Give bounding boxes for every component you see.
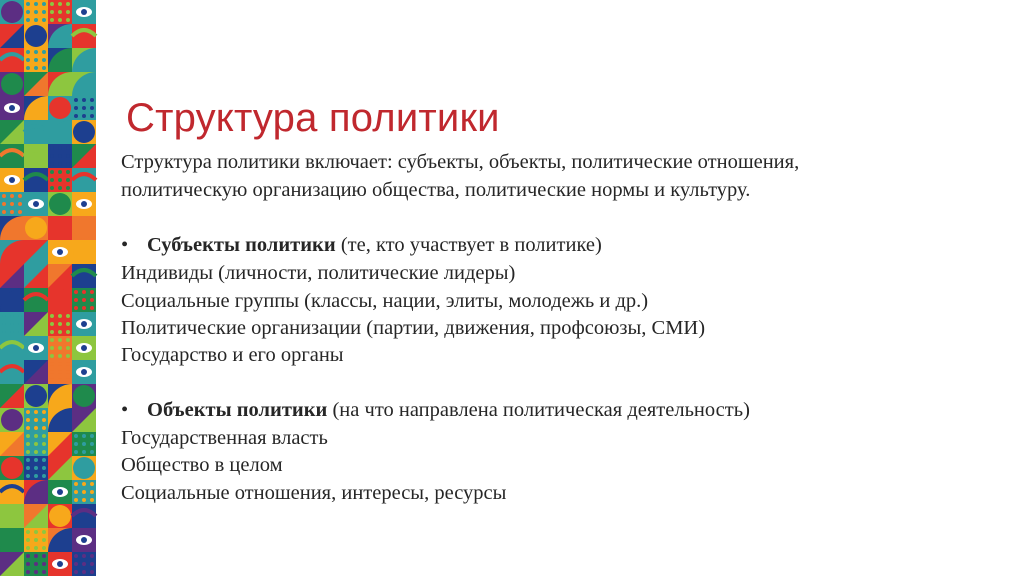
pattern-dot [42,410,46,414]
pattern-dot [18,330,22,334]
pattern-tile [72,504,96,528]
pattern-dot [42,426,46,430]
pattern-dot [50,10,54,14]
pattern-eye-pupil [57,561,63,567]
pattern-dot [66,378,70,382]
pattern-eye-pupil [81,369,87,375]
pattern-dot [34,546,38,550]
pattern-dot [26,450,30,454]
pattern-dot [82,298,86,302]
pattern-dot [42,66,46,70]
pattern-dot [66,370,70,374]
pattern-dot [34,2,38,6]
pattern-dot [58,154,62,158]
pattern-dot [10,210,14,214]
pattern-dot [74,98,78,102]
pattern-dot [74,442,78,446]
pattern-dot [74,290,78,294]
pattern-dot [82,482,86,486]
pattern-dot [42,466,46,470]
pattern-dot [74,434,78,438]
pattern-dot [50,2,54,6]
pattern-dot [26,474,30,478]
pattern-circle [49,193,71,215]
list-item: Политические организации (партии, движения, профсоюзы, СМИ) [121,317,706,339]
pattern-dot [34,18,38,22]
slide-title: Структура политики [126,96,500,140]
pattern-dot [26,418,30,422]
pattern-dot [82,434,86,438]
pattern-dot [34,426,38,430]
pattern-dot [10,330,14,334]
pattern-dot [26,546,30,550]
bullet-heading-subjects [121,231,602,259]
pattern-dot [74,490,78,494]
heading-objects: Объекты политики [147,399,328,421]
pattern-eye-pupil [81,345,87,351]
list-item: Социальные отношения, интересы, ресурсы [121,482,507,504]
pattern-circle [49,505,71,527]
decorative-pattern-strip [0,0,98,576]
pattern-dot [34,562,38,566]
pattern-dot [58,146,62,150]
pattern-dot [74,554,78,558]
pattern-dot [58,362,62,366]
pattern-dot [18,194,22,198]
pattern-dot [66,10,70,14]
intro-line-1: Структура политики включает: субъекты, объекты, политические отношения, [121,151,800,173]
pattern-tile [24,144,48,168]
pattern-dot [50,226,54,230]
pattern-dot [26,458,30,462]
pattern-dot [74,562,78,566]
pattern-dot [58,218,62,222]
pattern-dot [18,210,22,214]
pattern-dot [26,58,30,62]
pattern-dot [42,18,46,22]
pattern-circle [73,385,95,407]
pattern-eye-pupil [9,105,15,111]
pattern-dot [34,466,38,470]
pattern-dot [58,370,62,374]
pattern-dot [10,314,14,318]
pattern-dot [2,210,6,214]
pattern-circle [73,241,95,263]
pattern-circle [25,385,47,407]
pattern-eye-pupil [57,489,63,495]
pattern-dot [34,10,38,14]
pattern-dot [90,562,94,566]
heading-subjects: Субъекты политики [147,234,336,256]
pattern-dot [66,354,70,358]
pattern-dot [74,298,78,302]
pattern-dot [90,98,94,102]
pattern-tile [72,24,96,48]
pattern-dot [58,10,62,14]
pattern-dot [42,554,46,558]
pattern-tile [24,288,48,312]
pattern-tile [24,120,48,144]
pattern-dot [82,490,86,494]
pattern-dot [90,570,94,574]
pattern-dot [90,554,94,558]
pattern-dot [10,202,14,206]
pattern-dot [90,298,94,302]
pattern-dot [42,434,46,438]
pattern-dot [66,170,70,174]
pattern-dot [50,234,54,238]
pattern-dot [58,162,62,166]
pattern-graphic [0,0,98,576]
pattern-dot [18,202,22,206]
pattern-circle [1,73,23,95]
pattern-dot [10,322,14,326]
pattern-tile [24,168,48,192]
pattern-dot [26,18,30,22]
pattern-dot [90,450,94,454]
pattern-dot [82,562,86,566]
pattern-tile [72,168,96,192]
heading-objects-note: (на что направлена политическая деятельность) [327,399,750,421]
pattern-dot [82,98,86,102]
pattern-dot [42,58,46,62]
pattern-dot [74,114,78,118]
pattern-dot [34,474,38,478]
pattern-dot [58,322,62,326]
pattern-dot [66,146,70,150]
pattern-dot [2,314,6,318]
pattern-dot [26,530,30,534]
pattern-dot [42,530,46,534]
list-item: Государственная власть [121,427,328,449]
pattern-dot [26,538,30,542]
pattern-dot [42,562,46,566]
pattern-dot [34,434,38,438]
pattern-dot [82,554,86,558]
pattern-dot [34,418,38,422]
pattern-dot [42,2,46,6]
pattern-dot [50,170,54,174]
pattern-dot [66,338,70,342]
pattern-dot [42,10,46,14]
pattern-dot [2,202,6,206]
pattern-dot [34,570,38,574]
pattern-dot [58,338,62,342]
pattern-dot [66,226,70,230]
pattern-dot [82,498,86,502]
pattern-dot [74,498,78,502]
pattern-dot [82,450,86,454]
pattern-eye-pupil [81,321,87,327]
pattern-dot [58,226,62,230]
heading-subjects-note: (те, кто участвует в политике) [335,234,602,256]
pattern-dot [58,378,62,382]
pattern-dot [34,538,38,542]
pattern-dot [50,362,54,366]
pattern-dot [66,234,70,238]
pattern-dot [58,330,62,334]
pattern-dot [34,458,38,462]
bullet-icon: • [121,234,129,256]
pattern-dot [58,18,62,22]
pattern-circle [73,121,95,143]
pattern-dot [26,50,30,54]
pattern-eye-pupil [57,249,63,255]
pattern-dot [82,106,86,110]
pattern-circle [73,457,95,479]
pattern-dot [66,314,70,318]
pattern-circle [25,217,47,239]
pattern-dot [50,322,54,326]
intro-line-2: политическую организацию общества, политические нормы и культуру. [121,179,751,201]
pattern-dot [2,330,6,334]
pattern-eye-pupil [9,177,15,183]
pattern-circle [73,217,95,239]
pattern-dot [34,442,38,446]
pattern-dot [90,442,94,446]
pattern-dot [26,434,30,438]
pattern-dot [74,482,78,486]
pattern-tile [0,480,24,504]
pattern-dot [66,154,70,158]
pattern-dot [66,362,70,366]
pattern-dot [18,314,22,318]
pattern-dot [74,306,78,310]
pattern-dot [50,354,54,358]
pattern-dot [42,538,46,542]
pattern-tile [0,48,24,72]
pattern-dot [82,306,86,310]
pattern-dot [2,194,6,198]
pattern-tile [0,360,24,384]
pattern-dot [58,354,62,358]
pattern-dot [42,418,46,422]
list-item: Общество в целом [121,454,283,476]
pattern-dot [50,338,54,342]
pattern-dot [66,162,70,166]
pattern-dot [90,498,94,502]
pattern-dot [34,66,38,70]
pattern-dot [50,218,54,222]
pattern-dot [58,186,62,190]
pattern-dot [42,450,46,454]
bullet-heading-objects [121,396,750,424]
pattern-eye-pupil [81,201,87,207]
pattern-circle [49,97,71,119]
pattern-circle [25,25,47,47]
pattern-dot [66,322,70,326]
pattern-dot [66,186,70,190]
pattern-dot [42,458,46,462]
pattern-dot [50,330,54,334]
pattern-tile [0,336,24,360]
pattern-dot [66,218,70,222]
pattern-dot [90,482,94,486]
pattern-dot [82,290,86,294]
pattern-dot [90,490,94,494]
pattern-eye-pupil [33,345,39,351]
pattern-dot [26,2,30,6]
pattern-dot [74,106,78,110]
pattern-eye-pupil [81,537,87,543]
pattern-tile [72,264,96,288]
pattern-eye-pupil [81,9,87,15]
list-item: Социальные группы (классы, нации, элиты, молодежь и др.) [121,290,649,312]
pattern-dot [50,378,54,382]
pattern-dot [50,162,54,166]
pattern-dot [26,466,30,470]
pattern-dot [90,114,94,118]
pattern-dot [34,58,38,62]
pattern-dot [74,570,78,574]
pattern-dot [42,442,46,446]
pattern-dot [50,346,54,350]
pattern-dot [26,410,30,414]
pattern-dot [66,178,70,182]
pattern-dot [82,442,86,446]
pattern-dot [58,346,62,350]
pattern-dot [34,450,38,454]
pattern-dot [58,234,62,238]
pattern-dot [50,314,54,318]
pattern-tile [0,144,24,168]
pattern-dot [82,114,86,118]
pattern-dot [90,106,94,110]
pattern-dot [42,570,46,574]
pattern-dot [26,10,30,14]
pattern-dot [74,450,78,454]
pattern-circle [1,409,23,431]
pattern-dot [18,322,22,326]
pattern-dot [66,346,70,350]
bullet-icon: • [121,399,129,421]
pattern-dot [50,370,54,374]
pattern-dot [66,330,70,334]
pattern-dot [50,178,54,182]
pattern-dot [26,442,30,446]
list-item: Индивиды (личности, политические лидеры) [121,262,516,284]
pattern-circle [1,457,23,479]
pattern-dot [26,554,30,558]
pattern-circle [1,1,23,23]
pattern-dot [50,146,54,150]
pattern-dot [50,154,54,158]
pattern-eye-pupil [33,201,39,207]
pattern-dot [66,2,70,6]
pattern-dot [42,546,46,550]
pattern-dot [42,50,46,54]
pattern-dot [50,18,54,22]
pattern-dot [58,2,62,6]
pattern-dot [90,306,94,310]
pattern-dot [26,66,30,70]
pattern-dot [34,530,38,534]
pattern-dot [66,18,70,22]
pattern-dot [58,178,62,182]
pattern-dot [26,570,30,574]
pattern-dot [26,426,30,430]
pattern-dot [58,170,62,174]
pattern-dot [90,290,94,294]
pattern-dot [58,314,62,318]
pattern-dot [2,322,6,326]
pattern-dot [90,434,94,438]
pattern-dot [50,186,54,190]
pattern-dot [34,554,38,558]
pattern-dot [34,410,38,414]
pattern-dot [42,474,46,478]
list-item: Государство и его органы [121,344,344,366]
pattern-dot [10,194,14,198]
pattern-dot [82,570,86,574]
pattern-dot [34,50,38,54]
pattern-dot [26,562,30,566]
